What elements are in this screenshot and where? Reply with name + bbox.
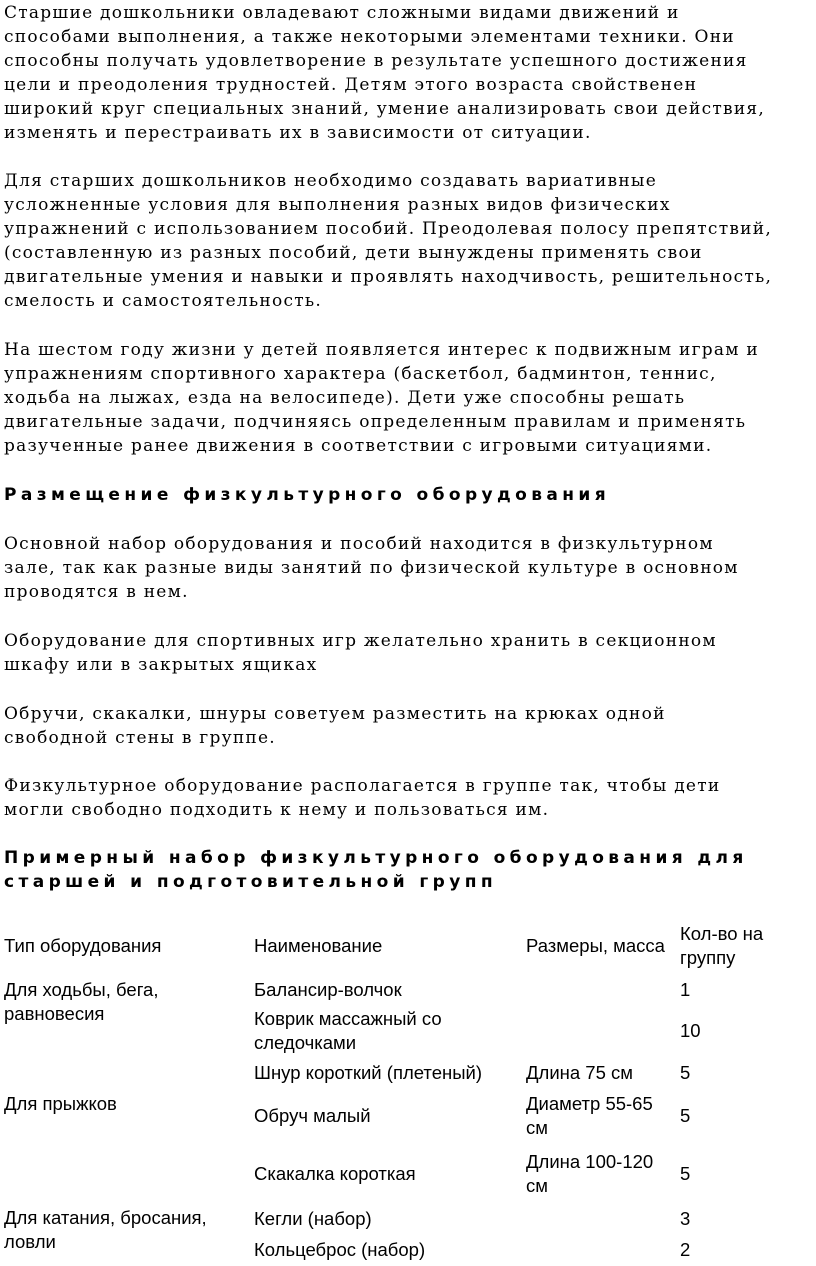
item-size — [522, 1204, 676, 1234]
item-name: Кольцеброс (набор) — [254, 1239, 426, 1260]
item-qty: 3 — [680, 1208, 691, 1229]
item-name: Скакалка короткая — [254, 1163, 416, 1184]
item-size — [522, 976, 676, 1004]
paragraph-conditions: Для старших дошкольников необходимо создавать вариативные усложненные условия для выполнения разных видов физических упражнений с использованием пособий. Преодолевая полосу препятствий, (составленную из разных пособий, дети вынуждены применять свои двигательные умения и навыки и проявлять находчивость, решительность, смелость и самостоятельность. — [4, 171, 773, 311]
item-size: Длина 100-120 см — [526, 1151, 654, 1196]
item-name: Обруч малый — [254, 1105, 371, 1126]
paragraph-sixth-year: На шестом году жизни у детей появляется интерес к подвижным играм и упражнениям спортивного характера (баскетбол, бадминтон, теннис, ходьба на лыжах, езда на велосипеде). Дети уже способны решать двигательные задачи, подчиняясь определенным правилам и применять разученные ранее движения в соответствии с игровыми ситуациями. — [4, 340, 760, 456]
item-name: Кегли (набор) — [254, 1208, 372, 1229]
equipment-table — [0, 916, 814, 1266]
item-qty: 5 — [680, 1062, 691, 1083]
item-qty: 2 — [680, 1239, 691, 1260]
item-qty: 5 — [680, 1163, 691, 1184]
table-header-row — [0, 916, 814, 976]
item-name: Балансир-волчок — [254, 979, 402, 1000]
table-row — [0, 1204, 814, 1234]
header-type: Тип оборудования — [4, 935, 162, 956]
item-size: Диаметр 55-65 см — [526, 1093, 653, 1138]
paragraph-main-set: Основной набор оборудования и пособий находится в физкультурном зале, так как разные виды занятий по физической культуре в основном проводятся в нем. — [4, 534, 739, 602]
table-row — [0, 1058, 814, 1088]
group-walking: Для ходьбы, бега, равновесия — [4, 979, 159, 1024]
paragraph-storage: Оборудование для спортивных игр желательно хранить в секционном шкафу или в закрытых ящиках — [4, 631, 717, 675]
paragraph-access: Физкультурное оборудование располагается в группе так, чтобы дети могли свободно подходить к нему и пользоваться им. — [4, 776, 721, 820]
header-name: Наименование — [254, 935, 383, 956]
item-qty: 1 — [680, 979, 691, 1000]
header-qty: Кол-во на группу — [680, 923, 764, 968]
heading-equipment-set: Примерный набор физкультурного оборудования для старшей и подготовительной групп — [4, 848, 748, 892]
item-name: Коврик массажный со следочками — [254, 1008, 442, 1053]
group-jumping: Для прыжков — [4, 1093, 117, 1114]
group-rolling: Для катания, бросания, ловли — [4, 1207, 207, 1252]
paragraph-hooks: Обручи, скакалки, шнуры советуем разместить на крюках одной свободной стены в группе. — [4, 704, 666, 748]
item-size — [522, 1004, 676, 1058]
header-size: Размеры, масса — [526, 935, 665, 956]
table-row — [0, 976, 814, 1004]
item-name: Шнур короткий (плетеный) — [254, 1062, 482, 1083]
item-size — [522, 1234, 676, 1266]
item-qty: 5 — [680, 1105, 691, 1126]
item-size: Длина 75 см — [526, 1062, 633, 1083]
paragraph-intro: Старшие дошкольники овладевают сложными видами движений и способами выполнения, а также некоторыми элементами техники. Они способны получать удовлетворение в результате успешного достижения цели и преодоления трудностей. Детям этого возраста свойственен широкий круг специальных знаний, умение анализировать свои действия, изменять и перестраивать их в зависимости от ситуации. — [4, 3, 766, 143]
heading-placement: Размещение физкультурного оборудования — [4, 485, 611, 505]
item-qty: 10 — [680, 1020, 701, 1041]
